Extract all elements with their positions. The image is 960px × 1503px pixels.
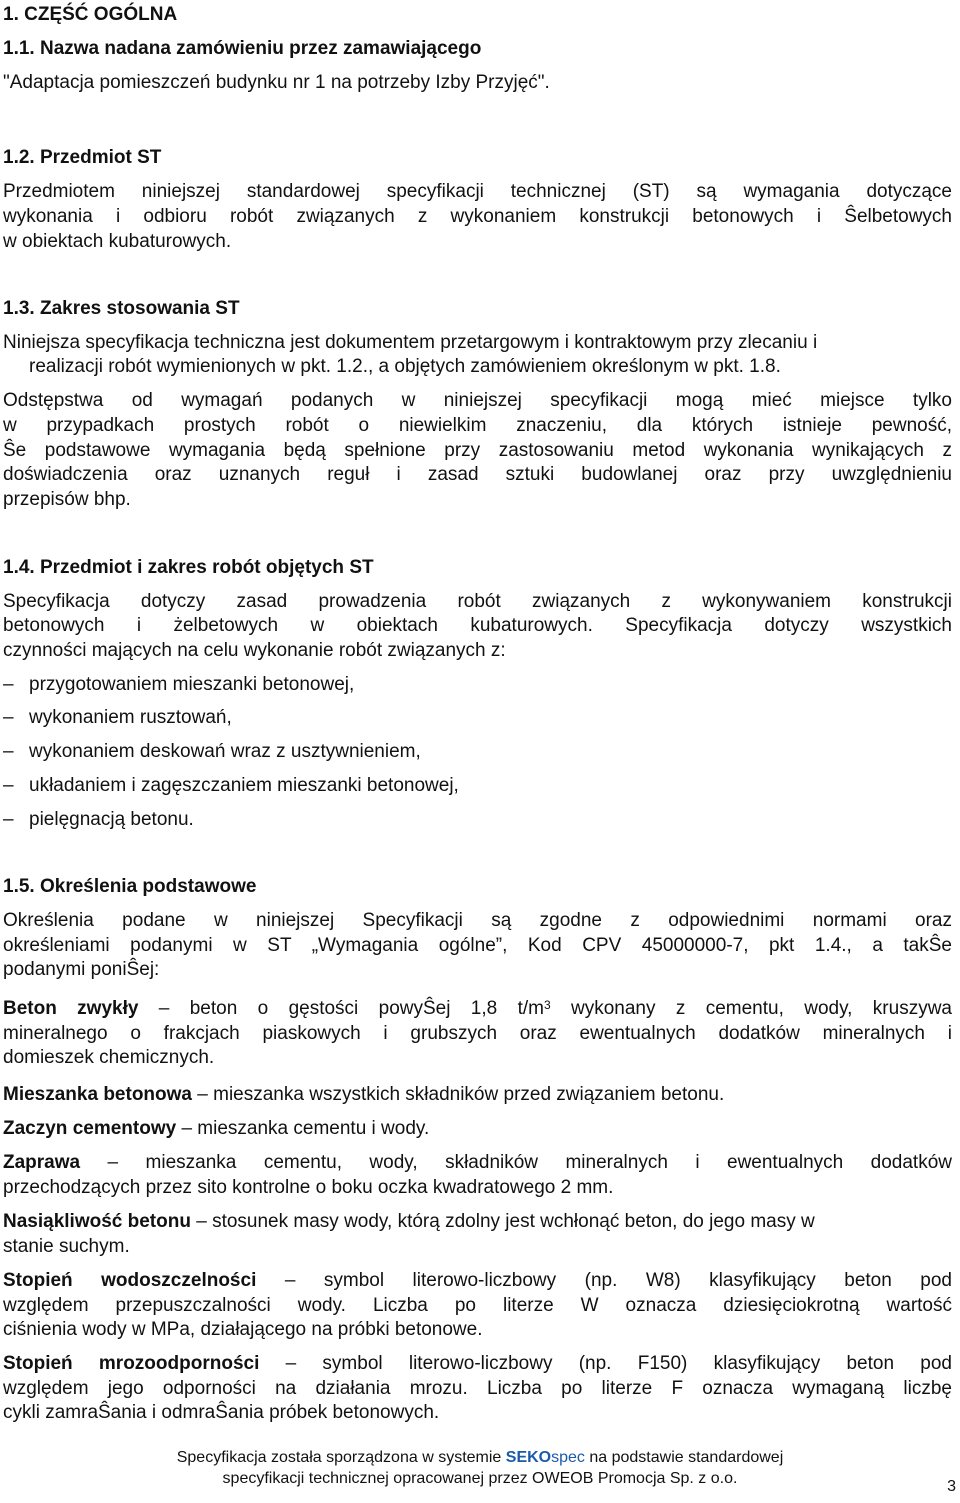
footer-text: Specyfikacja została sporządzona w systemie — [176, 1449, 506, 1466]
def-beton-line-3: domieszek chemicznych. — [3, 1047, 215, 1068]
footer-brand-logo-suffix: spec — [551, 1449, 585, 1466]
def-text: – mieszanka cementu, wody, składników mineralnych i ewentualnych dodatków — [80, 1152, 952, 1173]
s14-line-3: czynności mających na celu wykonanie robót związanych z: — [3, 640, 506, 661]
def-mieszanka — [3, 1083, 724, 1107]
page-number: 3 — [947, 1478, 956, 1495]
def-term: Nasiąkliwość betonu — [3, 1211, 191, 1232]
def-wodo-line-3: ciśnienia wody w MPa, działającego na próbki betonowe. — [3, 1319, 483, 1340]
def-term: Zaprawa — [3, 1152, 81, 1173]
def-wodo-line-2: względem przepuszczalności wody. Liczba po literze W oznacza dziesięciokrotną wartość — [3, 1295, 952, 1316]
list-dash: – — [3, 775, 14, 796]
def-nasiakliwosc-line-1 — [3, 1210, 815, 1234]
def-term: Zaczyn cementowy — [3, 1118, 177, 1139]
def-beton-line-1 — [3, 997, 952, 1021]
s14-line-2: betonowych i żelbetowych w obiektach kubaturowych. Specyfikacja dotyczy wszystkich — [3, 615, 952, 636]
order-name: "Adaptacja pomieszczeń budynku nr 1 na potrzeby Izby Przyjęć". — [3, 72, 550, 93]
list-item: układaniem i zagęszczaniem mieszanki betonowej, — [29, 775, 459, 796]
def-term: Stopień mrozoodporności — [3, 1353, 260, 1374]
s14-line-1: Specyfikacja dotyczy zasad prowadzenia robót związanych z wykonywaniem konstrukcji — [3, 591, 952, 612]
superscript: 3 — [543, 998, 551, 1012]
footer-line-1 — [0, 1448, 960, 1468]
s12-line-3: w obiektach kubaturowych. — [3, 231, 232, 252]
footer-brand-logo: SEKO — [505, 1449, 552, 1466]
s13-p2-line-5: przepisów bhp. — [3, 489, 131, 510]
def-mrozo-line-1 — [3, 1352, 952, 1376]
s13-p2-line-4: doświadczenia oraz uznanych reguł i zasad sztuki budowlanej oraz przy uwzględnieniu — [3, 464, 952, 485]
s13-p2-line-3: Ŝe podstawowe wymagania będą spełnione przy zastosowaniu metod wykonania wynikających z — [3, 440, 952, 461]
def-term: Mieszanka betonowa — [3, 1084, 192, 1105]
section-1-heading: 1. CZĘŚĆ OGÓLNA — [3, 4, 178, 25]
def-zaprawa-line-2: przechodzących przez sito kontrolne o boku oczka kwadratowego 2 mm. — [3, 1177, 614, 1198]
list-item: wykonaniem deskowań wraz z usztywnieniem, — [29, 741, 421, 762]
s13-p2-line-1: Odstępstwa od wymagań podanych w niniejszej specyfikacji mogą mieć miejsce tylko — [3, 390, 952, 411]
footer-line-2: specyfikacji technicznej opracowanej przez OWEOB Promocja Sp. z o.o. — [222, 1470, 738, 1487]
section-1-4-heading: 1.4. Przedmiot i zakres robót objętych ST — [3, 557, 374, 578]
def-mrozo-line-3: cykli zamraŜania i odmraŜania próbek betonowych. — [3, 1402, 440, 1423]
def-text: – symbol literowo-liczbowy (np. F150) klasyfikujący beton pod — [259, 1353, 952, 1374]
def-text: – symbol literowo-liczbowy (np. W8) klasyfikujący beton pod — [256, 1270, 953, 1291]
list-item: pielęgnacją betonu. — [29, 809, 194, 830]
section-1-2-heading: 1.2. Przedmiot ST — [3, 147, 162, 168]
def-nasiakliwosc-line-2: stanie suchym. — [3, 1236, 130, 1257]
s15-intro-line-3: podanymi poniŜej: — [3, 959, 160, 980]
def-text: – beton o gęstości powyŜej 1,8 t/m — [138, 998, 544, 1019]
list-item: wykonaniem rusztowań, — [29, 707, 232, 728]
def-text: – mieszanka wszystkich składników przed związaniem betonu. — [192, 1084, 725, 1105]
def-text: – mieszanka cementu i wody. — [176, 1118, 430, 1139]
def-text: wykonany z cementu, wody, kruszywa — [550, 998, 952, 1019]
section-1-1-heading: 1.1. Nazwa nadana zamówieniu przez zamawiającego — [3, 38, 482, 59]
def-mrozo-line-2: względem jego odporności na działania mrozu. Liczba po literze F oznacza wymaganą liczbę — [3, 1378, 952, 1399]
s15-intro-line-2: określeniami podanymi w ST „Wymagania ogólne”, Kod CPV 45000000-7, pkt 1.4., a takŜe — [3, 935, 952, 956]
s13-p1-line-1: Niniejsza specyfikacja techniczna jest dokumentem przetargowym i kontraktowym przy zlecaniu i — [3, 332, 818, 353]
s13-p1-line-2: realizacji robót wymienionych w pkt. 1.2., a objętych zamówieniem określonym w pkt. 1.8. — [29, 356, 781, 377]
def-beton-line-2: mineralnego o frakcjach piaskowych i grubszych oraz ewentualnych dodatków mineralnych i — [3, 1023, 952, 1044]
list-dash: – — [3, 741, 14, 762]
def-text: – stosunek masy wody, którą zdolny jest wchłonąć beton, do jego masy w — [190, 1211, 815, 1232]
footer-text: na podstawie standardowej — [584, 1449, 784, 1466]
list-dash: – — [3, 809, 14, 830]
def-wodo-line-1 — [3, 1269, 952, 1293]
list-dash: – — [3, 707, 14, 728]
s12-line-2: wykonania i odbioru robót związanych z wykonaniem konstrukcji betonowych i Ŝelbetowych — [3, 206, 952, 227]
s12-line-1: Przedmiotem niniejszej standardowej specyfikacji technicznej (ST) są wymagania dotyczące — [3, 181, 952, 202]
def-term: Stopień wodoszczelności — [3, 1270, 257, 1291]
def-term: Beton zwykły — [3, 998, 139, 1019]
list-dash: – — [3, 674, 14, 695]
section-1-3-heading: 1.3. Zakres stosowania ST — [3, 298, 240, 319]
def-zaprawa-line-1 — [3, 1151, 952, 1175]
s15-intro-line-1: Określenia podane w niniejszej Specyfikacji są zgodne z odpowiednimi normami oraz — [3, 910, 952, 931]
def-zaczyn — [3, 1117, 429, 1141]
section-1-5-heading: 1.5. Określenia podstawowe — [3, 876, 257, 897]
list-item: przygotowaniem mieszanki betonowej, — [29, 674, 355, 695]
s13-p2-line-2: w przypadkach prostych robót o niewielkim znaczeniu, dla których istnieje pewność, — [3, 415, 952, 436]
